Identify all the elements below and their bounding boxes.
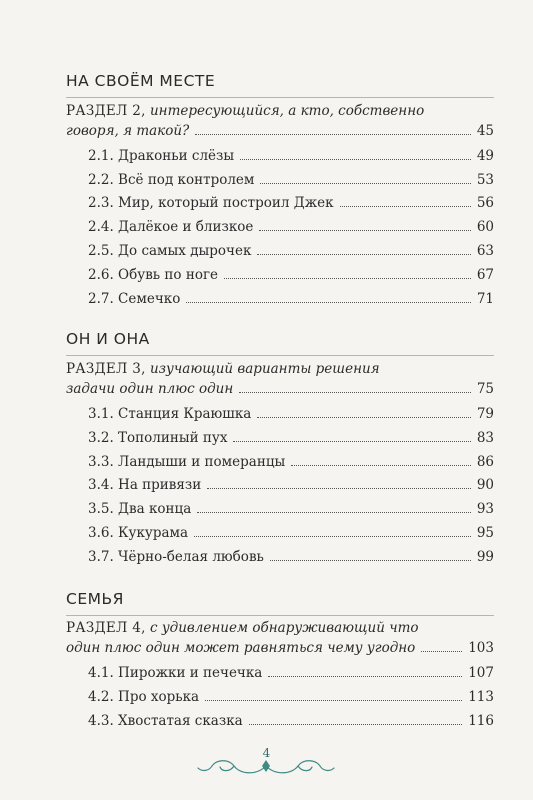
toc-item[interactable] [88,403,494,425]
leader-dots [186,301,470,303]
chapter-title-part: задачи один плюс один [66,381,234,397]
leader-dots [268,675,462,677]
section-title: НА СВОЁМ МЕСТЕ [66,72,216,90]
page-ref: 45 [476,123,494,139]
leader-dots [260,182,470,184]
toc-item[interactable] [88,240,494,262]
toc-item-label: 4.1. Пирожки и печечка [88,665,263,681]
toc-item-label: 2.6. Обувь по ноге [88,267,219,283]
page-ref: 63 [476,243,494,259]
toc-item-label: 3.1. Станция Краюшка [88,406,252,422]
leader-dots [257,253,470,255]
chapter-title-part: изучающий варианты решения [145,361,380,377]
chapter-title-part: говоря, я такой? [66,123,190,139]
page-ref: 107 [468,665,494,681]
page-ref: 116 [468,713,494,729]
page-ref: 83 [476,430,494,446]
toc-item-label: 2.2. Всё под контролем [88,172,255,188]
leader-dots [233,440,470,442]
toc-item[interactable] [88,192,494,214]
toc-item-label: 2.5. До самых дырочек [88,243,252,259]
toc-item-label: 2.1. Драконьи слёзы [88,148,235,164]
section-title: ОН И ОНА [66,330,150,348]
page-number: 4 [262,746,271,760]
toc-item-label: 3.4. На привязи [88,477,202,493]
toc-item-label: 3.3. Ландыши и померанцы [88,454,286,470]
leader-dots [291,464,471,466]
page-ref: 67 [476,267,494,283]
toc-item[interactable] [88,498,494,520]
leader-dots [240,158,471,160]
chapter-heading-line2 [66,378,494,400]
leader-dots [205,699,462,701]
toc-item[interactable] [88,474,494,496]
section-rule [66,615,494,616]
toc-item-label: 3.5. Два конца [88,501,192,517]
toc-item[interactable] [88,427,494,449]
chapter-title-part: интересующийся, а кто, собственно [145,103,425,119]
toc-item-label: 3.7. Чёрно-белая любовь [88,549,264,565]
page-ref: 103 [468,640,494,656]
leader-dots [239,391,471,393]
leader-dots [421,650,462,652]
chapter-heading-line2 [66,637,494,659]
toc-item[interactable] [88,710,494,732]
section-rule [66,97,494,98]
page-ref: 49 [476,148,494,164]
page-ref: 53 [476,172,494,188]
chapter-title-part: с удивлением обнаруживающий что [145,620,419,636]
leader-dots [249,723,463,725]
chapter-heading-line2 [66,120,494,142]
toc-item-label: 4.2. Про хорька [88,689,200,705]
chapter-title-part: один плюс один может равняться чему угодно [66,640,416,656]
page-ref: 113 [468,689,494,705]
page-ref: 86 [476,454,494,470]
page-ref: 93 [476,501,494,517]
leader-dots [257,416,471,418]
page-ref: 99 [476,549,494,565]
toc-item[interactable] [88,522,494,544]
toc-item-label: 3.2. Тополиный пух [88,430,228,446]
leader-dots [207,487,471,489]
page-ref: 56 [476,195,494,211]
toc-item-label: 4.3. Хвостатая сказка [88,713,243,729]
chapter-lead: РАЗДЕЛ 2, [66,103,146,119]
toc-item[interactable] [88,264,494,286]
toc-item-label: 2.3. Мир, который построил Джек [88,195,334,211]
toc-item[interactable] [88,169,494,191]
toc-item[interactable] [88,145,494,167]
toc-item[interactable] [88,686,494,708]
leader-dots [340,205,471,207]
leader-dots [270,559,471,561]
leader-dots [197,511,471,513]
toc-item[interactable] [88,288,494,310]
toc-item-label: 3.6. Кукурама [88,525,189,541]
leader-dots [195,133,471,135]
leader-dots [194,535,471,537]
leader-dots [259,229,470,231]
leader-dots [224,277,471,279]
chapter-lead: РАЗДЕЛ 4, [66,620,146,636]
page-ref: 95 [476,525,494,541]
section-rule [66,355,494,356]
toc-item-label: 2.7. Семечко [88,291,181,307]
toc-item[interactable] [88,451,494,473]
chapter-heading-line1 [66,617,494,639]
chapter-lead: РАЗДЕЛ 3, [66,361,146,377]
section-title: СЕМЬЯ [66,590,124,608]
page-ref: 90 [476,477,494,493]
page-ref: 71 [476,291,494,307]
toc-item-label: 2.4. Далёкое и близкое [88,219,254,235]
page-ref: 79 [476,406,494,422]
decorative-ornament-icon [196,752,336,780]
toc-item[interactable] [88,662,494,684]
page-ref: 75 [476,381,494,397]
page-ref: 60 [476,219,494,235]
toc-item[interactable] [88,546,494,568]
toc-item[interactable] [88,216,494,238]
chapter-heading-line1 [66,100,494,122]
chapter-heading-line1 [66,358,494,380]
